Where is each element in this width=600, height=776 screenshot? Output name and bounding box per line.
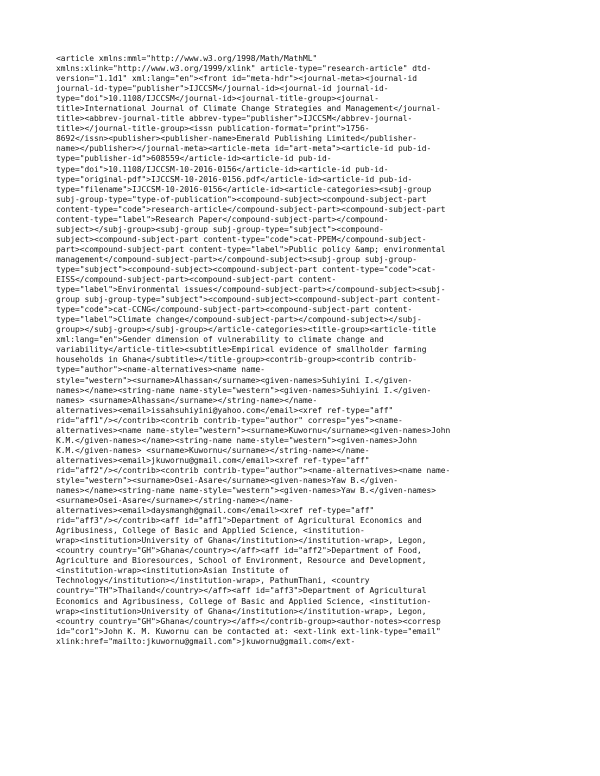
xml-text-line: Economics and Agribusiness, College of Basic and Applied Science, <institution- — [56, 596, 432, 606]
xml-text-line: rid="aff3"/></contrib><aff id="aff1">Department of Agricultural Economics and — [56, 516, 422, 526]
xml-text-line: wrap><institution>University of Ghana</institution></institution-wrap>, Legon, — [56, 536, 427, 546]
xml-text-line: version="1.1d1" xml:lang="en"><front id="meta-hdr"><journal-meta><journal-id — [56, 74, 418, 84]
xml-text-line: <surname>Osei-Asare</surname></string-name></name- — [56, 496, 294, 506]
xml-text-line: journal-id-type="publisher">IJCCSM</journal-id><journal-id journal-id- — [56, 84, 389, 94]
xml-text-line: households in Ghana</subtitle></title-group><contrib-group><contrib contrib- — [56, 355, 418, 365]
xml-text-line: names> <surname>Alhassan</surname></string-name></name- — [56, 395, 318, 405]
xml-text-line: K.M.</given-names></name><string-name name-style="western"><given-names>John — [56, 435, 418, 445]
xml-text-line: type="doi">10.1108/IJCCSM</journal-id><journal-title-group><journal- — [56, 94, 380, 104]
xml-text-line: Technology</institution></institution-wrap>, PathumThani, <country — [56, 576, 370, 586]
xml-text-line: names></name><string-name name-style="western"><given-names>Yaw B.</given-names> — [56, 486, 437, 496]
xml-text-line: xml:lang="en">Gender dimension of vulnerability to climate change and — [56, 335, 384, 345]
xml-text-line: name></publisher></journal-meta><article-meta id="art-meta"><article-id pub-id- — [56, 144, 432, 154]
xml-text-line: management</compound-subject-part></compound-subject><subj-group subj-group- — [56, 254, 418, 264]
xml-text-line: 8692</issn><publisher><publisher-name>Emerald Publishing Limited</publisher- — [56, 134, 418, 144]
xml-text-line: K.M.</given-names> <surname>Kuwornu</surname></string-name></name- — [56, 445, 370, 455]
xml-text-line: type="label">Climate change</compound-subject-part></compound-subject></subj- — [56, 315, 422, 325]
xml-text-line: type="label">Environmental issues</compound-subject-part></compound-subject><subj- — [56, 285, 446, 295]
xml-text-line: <country country="GH">Ghana</country></aff></contrib-group><author-notes><corresp — [56, 616, 441, 626]
xml-text-line: alternatives><email>daysmangh@gmail.com</email><xref ref-type="aff" — [56, 506, 375, 516]
xml-text-line: subj-group-type="type-of-publication"><compound-subject><compound-subject-part — [56, 194, 427, 204]
xml-text-line: EISS</compound-subject-part><compound-subject-part content- — [56, 275, 337, 285]
xml-source-text — [56, 54, 556, 647]
xml-text-line: subject></subj-group><subj-group subj-group-type="subject"><compound- — [56, 224, 384, 234]
xml-text-line: alternatives><name name-style="western"><surname>Kuwornu</surname><given-names>John — [56, 425, 451, 435]
xml-text-line: style="western"><surname>Alhassan</surname><given-names>Suhiyini I.</given- — [56, 375, 413, 385]
xml-text-line: wrap><institution>University of Ghana</institution></institution-wrap>, Legon, — [56, 606, 427, 616]
xml-text-line: Agriculture and Bioresources, School of Environment, Resource and Development, — [56, 556, 427, 566]
xml-text-line: title></journal-title-group><issn publication-format="print">1756- — [56, 124, 370, 134]
xml-text-line: type="filename">IJCCSM-10-2016-0156</article-id><article-categories><subj-group — [56, 184, 432, 194]
xml-text-line: <article xmlns:mml="http://www.w3.org/1998/Math/MathML" — [56, 54, 318, 63]
xml-text-line: <institution-wrap><institution>Asian Institute of — [56, 566, 289, 576]
xml-text-line: Agribusiness, College of Basic and Applied Science, <institution- — [56, 526, 365, 536]
xml-text-line: type="doi">10.1108/IJCCSM-10-2016-0156</article-id><article-id pub-id- — [56, 164, 389, 174]
xml-text-line: group></subj-group></subj-group></article-categories><title-group><article-title — [56, 325, 437, 335]
xml-text-line: part><compound-subject-part content-type="label">Public policy &amp; environmental — [56, 244, 446, 254]
xml-text-line: title><abbrev-journal-title abbrev-type="publisher">IJCCSM</abbrev-journal- — [56, 114, 413, 124]
xml-text-line: content-type="label">Research Paper</compound-subject-part></compound- — [56, 214, 389, 224]
xml-text-line: style="western"><surname>Osei-Asare</surname><given-names>Yaw B.</given- — [56, 475, 399, 485]
xml-text-line: xlink:href="mailto:jkuwornu@gmail.com">jkuwornu@gmail.com</ext- — [56, 636, 356, 646]
xml-text-line: alternatives><email>issahsuhiyini@yahoo.com</email><xref ref-type="aff" — [56, 405, 394, 415]
xml-text-line: title>International Journal of Climate Change Strategies and Management</journal- — [56, 104, 441, 114]
xml-text-line: type="original-pdf">IJCCSM-10-2016-0156.pdf</article-id><article-id pub-id- — [56, 174, 413, 184]
xml-text-line: type="author"><name-alternatives><name name- — [56, 365, 266, 375]
xml-text-line: type="code">cat-CCNG</compound-subject-part><compound-subject-part content- — [56, 305, 413, 315]
xml-text-line: subject><compound-subject-part content-type="code">cat-PPEM</compound-subject- — [56, 234, 427, 244]
xml-text-line: id="cor1">John K. M. Kuwornu can be contacted at: <ext-link ext-link-type="email" — [56, 626, 441, 636]
xml-text-line: country="TH">Thailand</country></aff><aff id="aff3">Department of Agricultural — [56, 586, 427, 596]
xml-text-line: names></name><string-name name-style="western"><given-names>Suhiyini I.</given- — [56, 385, 432, 395]
xml-text-line: xmlns:xlink="http://www.w3.org/1999/xlink" article-type="research-article" dtd- — [56, 64, 432, 74]
xml-text-line: type="subject"><compound-subject><compound-subject-part content-type="code">cat- — [56, 264, 437, 274]
xml-text-line: rid="aff2"/></contrib><contrib contrib-type="author"><name-alternatives><name name- — [56, 465, 451, 475]
xml-text-line: type="publisher-id">608559</article-id><article-id pub-id- — [56, 154, 332, 164]
xml-text-line: variability</article-title><subtitle>Empirical evidence of smallholder farming — [56, 345, 427, 355]
xml-text-line: group subj-group-type="subject"><compound-subject><compound-subject-part content- — [56, 295, 441, 305]
xml-text-line: content-type="code">research-article</compound-subject-part><compound-subject-part — [56, 204, 446, 214]
xml-text-line: rid="aff1"/></contrib><contrib contrib-type="author" corresp="yes"><name- — [56, 415, 403, 425]
xml-text-line: alternatives><email>jkuwornu@gmail.com</email><xref ref-type="aff" — [56, 455, 370, 465]
xml-text-line: <country country="GH">Ghana</country></aff><aff id="aff2">Department of Food, — [56, 546, 422, 556]
